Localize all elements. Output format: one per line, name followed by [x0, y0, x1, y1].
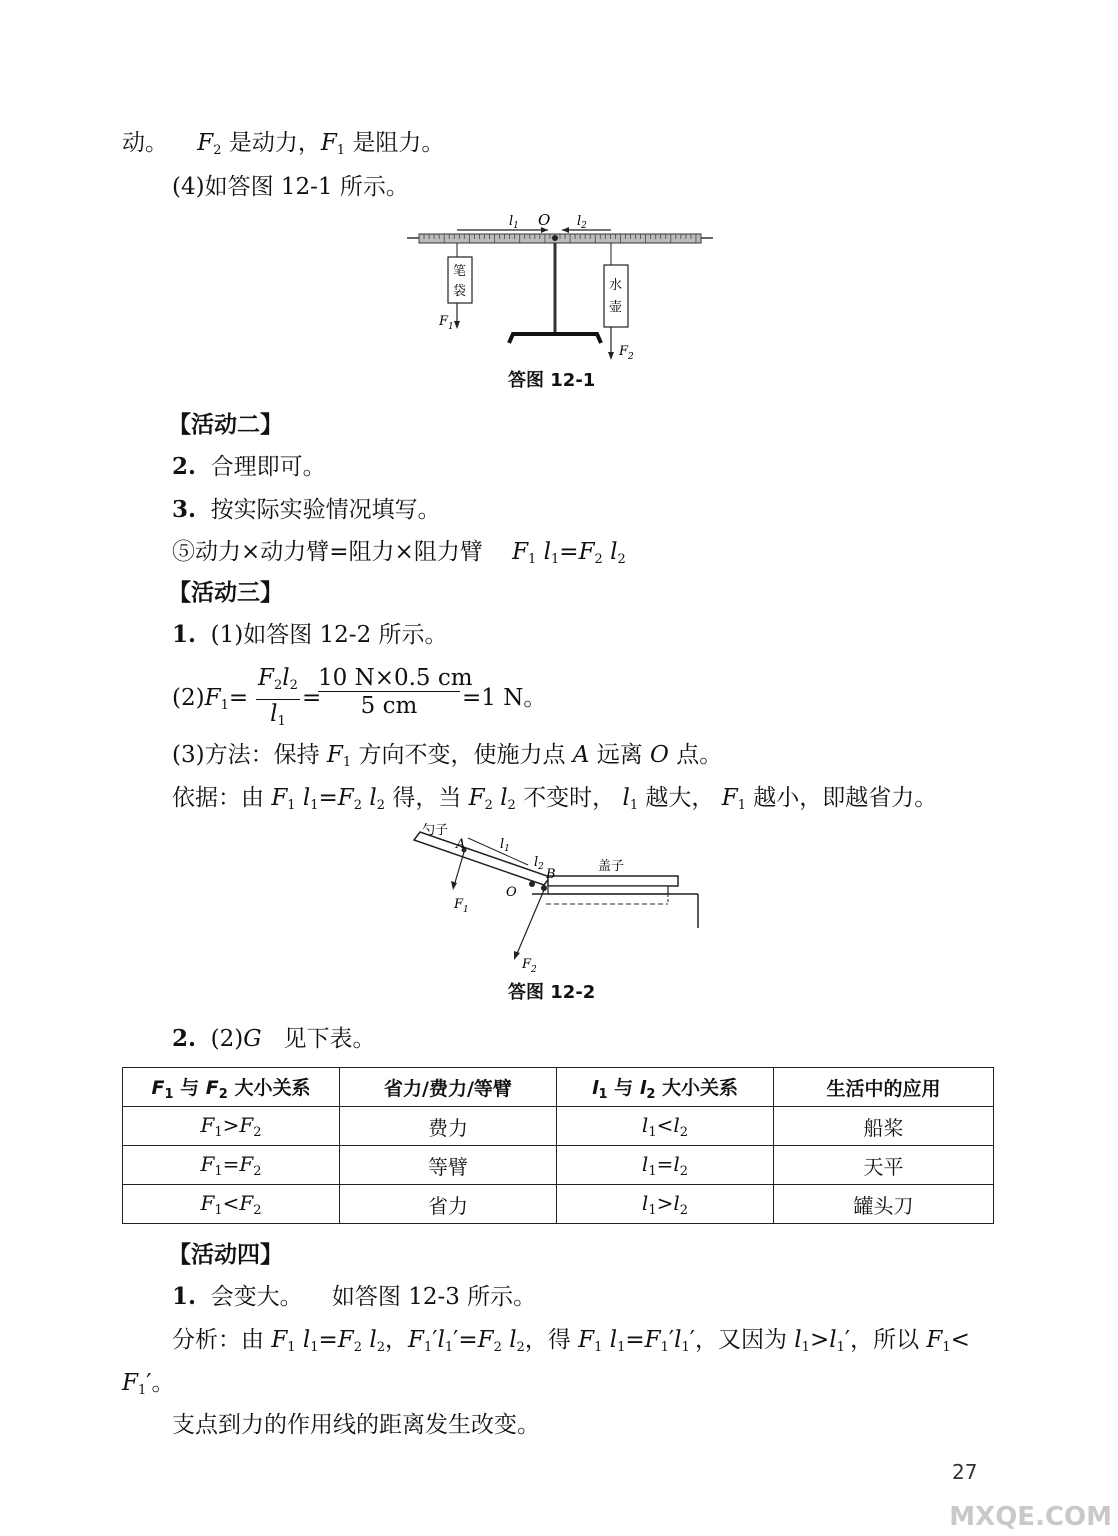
svg-text:水: 水: [609, 278, 623, 293]
table-header-row: [123, 1068, 994, 1107]
fraction-2: $\frac{10 N\times 0.5 cm}{5 cm}$: [318, 665, 473, 719]
cell-arm: $l_1=l_2$: [557, 1146, 774, 1185]
cell-type: 省力: [340, 1185, 557, 1224]
header-force-relation: $F_1$ 与 $F_2$ 大小关系: [123, 1068, 340, 1107]
cell-type: 费力: [340, 1107, 557, 1146]
label-f1: $F_1$: [454, 897, 469, 915]
analysis-line: 分析：由 $F_1$ $l_1=F_2$ $l_2$，$F_1'l_1'=F_2$ $l_2$，得 $F_1$ $l_1=F_1'l_1'$，又因为 $l_1>l_1'$，所以 $F_1<$: [172, 1327, 970, 1355]
label-spoon: 勺子: [422, 823, 449, 838]
water-bottle: [604, 265, 628, 327]
cell-arm: $l_1<l_2$: [557, 1107, 774, 1146]
label-l2: $l_2$: [577, 214, 587, 231]
figure-12-2: [410, 822, 710, 972]
figure-12-1-caption: 答图 12-1: [508, 370, 596, 391]
cell-type: 等臂: [340, 1146, 557, 1185]
header-lever-type: 省力/费力/等臂: [340, 1068, 557, 1107]
label-l1: $l_1$: [500, 837, 510, 854]
spoon: [414, 832, 550, 885]
label-a: A: [456, 837, 466, 852]
label-b: B: [546, 867, 556, 882]
label-o: O: [538, 211, 551, 229]
heading-activity-2: 【活动二】: [168, 412, 283, 438]
watermark-logo: MXQE.COM: [949, 1502, 1112, 1532]
basis-line: 依据：由 $F_1$ $l_1=F_2$ $l_2$ 得，当 $F_2$ $l_2$ 不变时， $l_1$ 越大， $F_1$ 越小，即越省力。: [172, 785, 938, 813]
table-row: [123, 1185, 994, 1224]
cell-force: $F_1>F_2$: [123, 1107, 340, 1146]
answer-4-1: 1. 会变大。 如答图 12-3 所示。: [172, 1283, 537, 1310]
label-l2: $l_2$: [534, 855, 544, 872]
svg-text:袋: 袋: [453, 284, 467, 299]
answer-2-5: ⑤动力×动力臂=阻力×阻力臂 $F_1$ $l_1=F_2$ $l_2$: [172, 539, 626, 567]
answer-2-2: 2. 合理即可。: [172, 453, 326, 480]
text-line-1: 动。 $F_2$ 是动力，$F_1$ 是阻力。: [122, 130, 445, 158]
table-row: [123, 1146, 994, 1185]
equals-1: =: [302, 685, 322, 711]
lid: [548, 876, 678, 886]
svg-text:壶: 壶: [609, 300, 623, 315]
cell-application: 罐头刀: [774, 1185, 994, 1224]
figure-12-2-caption: 答图 12-2: [508, 982, 596, 1003]
final-statement: 支点到力的作用线的距离发生改变。: [172, 1412, 540, 1438]
answer-4: (4)如答图 12-1 所示。: [172, 174, 409, 200]
label-f2: $F_2$: [619, 344, 634, 362]
header-arm-relation: $l_1$ 与 $l_2$ 大小关系: [557, 1068, 774, 1107]
page-number: 27: [952, 1460, 978, 1484]
cell-application: 船桨: [774, 1107, 994, 1146]
cell-force: $F_1<F_2$: [123, 1185, 340, 1224]
figure-12-1: [405, 205, 715, 365]
cell-application: 天平: [774, 1146, 994, 1185]
label-f2: $F_2$: [522, 957, 537, 972]
formula-result: =1 N。: [462, 685, 547, 711]
analysis-line-2: $F_1'$。: [122, 1370, 175, 1398]
cell-force: $F_1=F_2$: [123, 1146, 340, 1185]
lever-table: [122, 1067, 994, 1224]
heading-activity-4: 【活动四】: [168, 1242, 283, 1268]
table-row: [123, 1107, 994, 1146]
heading-activity-3: 【活动三】: [168, 580, 283, 606]
answer-2-3: 3. 按实际实验情况填写。: [172, 496, 441, 523]
fraction-1: $\frac{F_2l_2}{l_1}$: [256, 665, 300, 736]
svg-text:笔: 笔: [453, 264, 467, 279]
label-l1: $l_1$: [509, 214, 519, 231]
cell-arm: $l_1>l_2$: [557, 1185, 774, 1224]
label-lid: 盖子: [598, 859, 625, 874]
label-o: O: [506, 885, 517, 900]
answer-3-1: 1. (1)如答图 12-2 所示。: [172, 621, 448, 648]
header-application: 生活中的应用: [774, 1068, 994, 1107]
formula-prefix: $(2)F_1=$: [172, 685, 249, 713]
answer-3-3: (3)方法：保持 $F_1$ 方向不变，使施力点 A 远离 O 点。: [172, 742, 723, 770]
answer-3-2: 2. (2)G 见下表。: [172, 1025, 376, 1052]
label-f1: $F_1$: [439, 314, 454, 332]
